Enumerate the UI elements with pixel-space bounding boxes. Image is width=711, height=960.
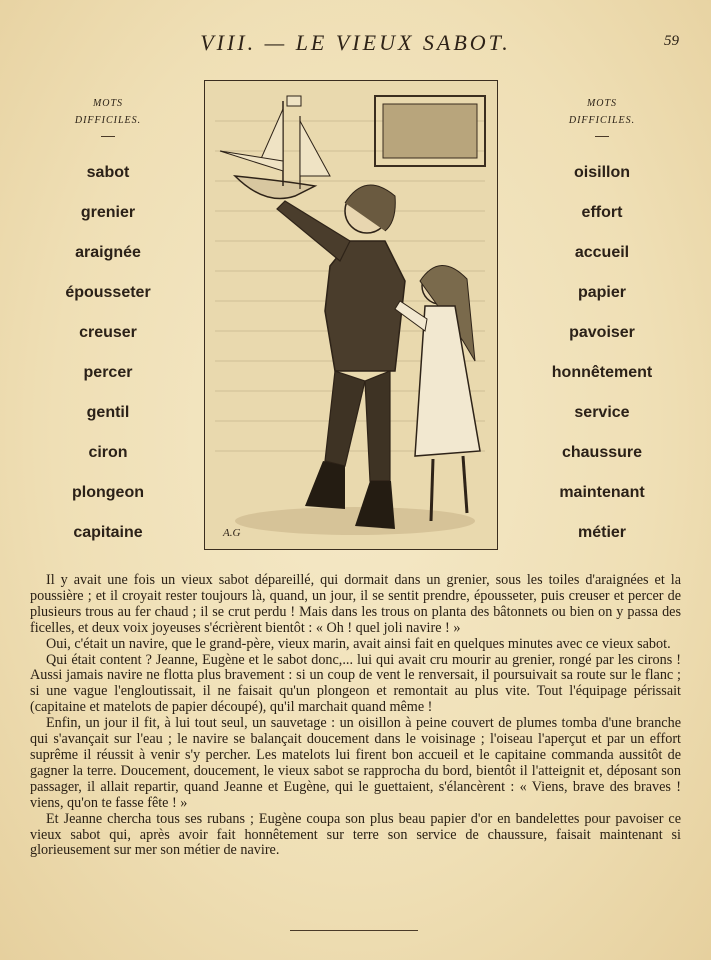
engraving-illustration [204,80,498,550]
closing-rule [290,930,418,931]
paragraph: Il y avait une fois un vieux sabot dépareillé, qui dormait dans un grenier, sous les toiles d'araignées et la poussière ; et il croyait rester toujours là, quand, un jour, il se sentit prendre, épousseter, puis creuser et percer de plusieurs trous au fer chaud ; il se crut perdu ! Mais dans les trous on planta des bâtonnets ou bien on y passa des ficelles, et deux voix joyeuses s'écrièrent bientôt : « Oh ! quel joli navire ! » [30,572,681,636]
paragraph: Qui était content ? Jeanne, Eugène et le sabot donc,... lui qui avait cru mourir au grenier, rongé par les cirons ! Aussi jamais navire ne flotta plus bravement : si un coup de vent le renversait, il poursuivait sa route sur le flanc ; si une vague l'engloutissait, il ne faisait qu'un plongeon et remontait au plus vite. Tout l'équipage périssait (capitaine et matelots de papier découpé), qu'il marchait quand même ! [30,651,681,716]
vocabulary-word: araignée [75,244,141,261]
vocabulary-heading [38,95,178,137]
vocabulary-word: effort [581,204,623,221]
heading-rule [101,136,115,137]
vocabulary-column-right [532,95,672,564]
vocabulary-heading-line2: DIFFICILES. [568,115,636,126]
vocabulary-column-left [38,95,178,564]
vocabulary-heading-line2: DIFFICILES. [74,115,142,126]
heading-rule [595,136,609,137]
illustration-signature: A.G [223,527,241,539]
paragraph: Et Jeanne chercha tous ses rubans ; Eugène coupa son plus beau papier d'or en bandelettes pour pavoiser ce vieux sabot qui, après avoir fait honnêtement sur terre son service de chaussure, faisait maintenant si glorieusement sur mer son métier de navire. [30,810,681,859]
paragraph: Oui, c'était un navire, que le grand-père, vieux marin, avait ainsi fait en quelques minutes avec ce vieux sabot. [46,635,671,652]
vocabulary-word: accueil [574,244,630,261]
story-text [30,573,681,859]
vocabulary-word: chaussure [561,444,643,461]
chapter-title: VIII. — LE VIEUX SABOT. [200,30,511,55]
vocabulary-heading-line1: MOTS [586,98,618,109]
vocabulary-word: creuser [79,324,137,341]
word-list [532,164,672,564]
vocabulary-word: métier [577,524,627,541]
vocabulary-word: ciron [88,444,128,461]
vocabulary-word: oisillon [574,164,630,181]
vocabulary-heading-line1: MOTS [92,98,124,109]
vocabulary-word: plongeon [72,484,144,501]
vocabulary-heading [532,95,672,137]
word-list [38,164,178,564]
vocabulary-word: honnêtement [551,364,653,381]
vocabulary-word: gentil [86,404,130,421]
vocabulary-word: épousseter [65,284,151,301]
page-number: 59 [664,33,679,49]
vocabulary-word: pavoiser [569,324,635,341]
vocabulary-word: papier [577,284,626,301]
vocabulary-word: service [574,404,630,421]
vocabulary-word: grenier [80,204,136,221]
vocabulary-word: maintenant [559,484,645,501]
vocabulary-word: sabot [86,164,130,181]
paragraph: Enfin, un jour il fit, à lui tout seul, un sauvetage : un oisillon à peine couvert de plumes tomba d'une branche qui s'avançait sur l'eau ; le navire se balançait doucement dans le voisinage ; l'oiseau l'aperçut et par un effort suprême il réussit à venir s'y percher. Les matelots lui firent bon accueil et le capitaine commanda aussitôt de gagner la terre. Doucement, doucement, le vieux sabot se rapprocha du bord, bientôt il l'atteignit et, déposant son passager, il allait repartir, quand Jeanne et Eugène, qui le guettaient, s'élancèrent : « Viens, brave des braves ! viens, qu'on te fasse fête ! » [30,715,681,811]
children-with-toy-boat-image [205,81,497,549]
vocabulary-word: percer [83,364,133,381]
vocabulary-word: capitaine [73,524,143,541]
